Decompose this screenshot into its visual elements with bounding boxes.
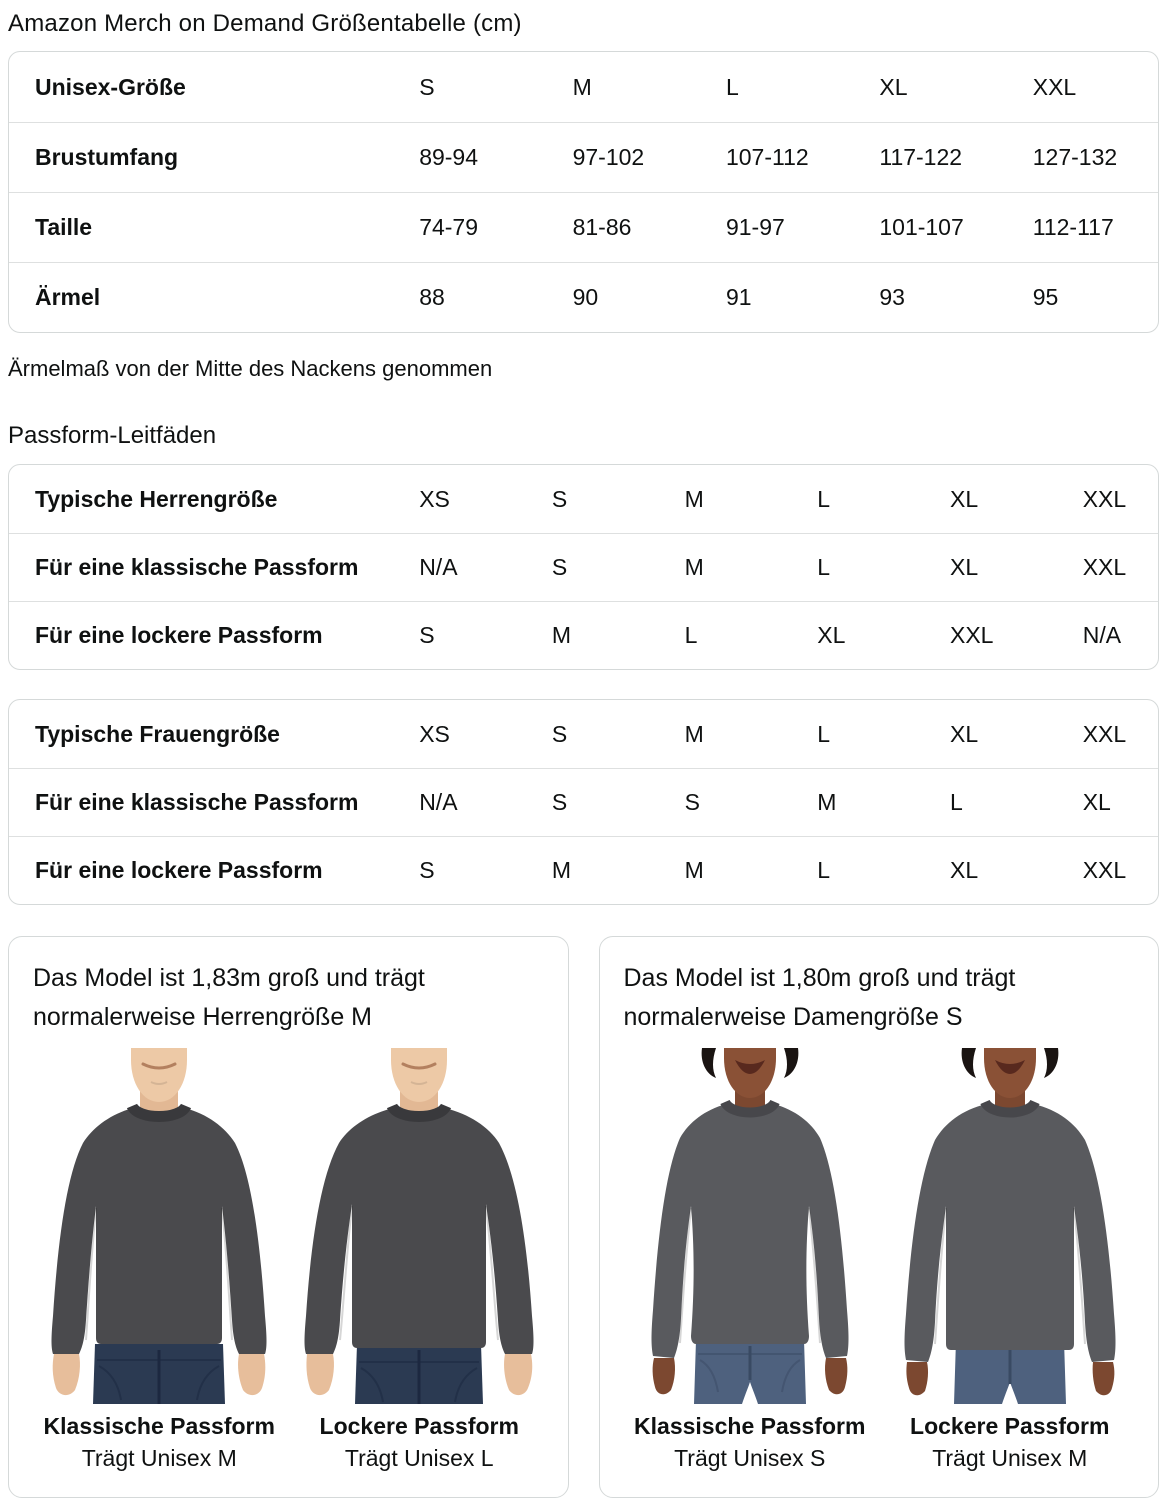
table-row xyxy=(9,533,1158,601)
size-value: M xyxy=(684,720,704,747)
row-label: Unisex-Größe xyxy=(35,73,186,100)
table-row xyxy=(9,700,1158,768)
model-photo-womens-classic-fit xyxy=(630,1048,870,1404)
size-value: M xyxy=(684,485,704,512)
row-label: Ärmel xyxy=(35,284,101,310)
sleeve-measure-footnote: Ärmelmaß von der Mitte des Nackens genommen xyxy=(8,356,493,381)
fit-guides-heading: Passform-Leitfäden xyxy=(8,422,217,449)
model-figure xyxy=(36,1048,282,1472)
table-row xyxy=(9,465,1158,533)
size-value: M xyxy=(684,857,704,883)
size-value: 74-79 xyxy=(419,214,479,240)
size-value: XL xyxy=(950,554,979,580)
size-value: 90 xyxy=(572,284,599,310)
size-value: XXL xyxy=(1082,857,1127,883)
model-figure xyxy=(296,1048,542,1472)
fit-type-label: Klassische Passform xyxy=(634,1413,866,1439)
fit-type-label: Klassische Passform xyxy=(43,1413,275,1439)
size-value: S xyxy=(551,485,568,512)
size-value: 93 xyxy=(879,284,905,310)
model-photo-mens-classic-fit xyxy=(39,1048,279,1404)
size-value: S xyxy=(419,622,435,648)
size-value: L xyxy=(817,720,831,747)
row-label: Brustumfang xyxy=(35,144,179,170)
size-value: 91-97 xyxy=(725,214,785,240)
size-value: M xyxy=(817,789,837,815)
row-label: Für eine klassische Passform xyxy=(35,789,359,815)
size-value: XL xyxy=(879,73,908,100)
size-value: N/A xyxy=(419,554,458,580)
mens-model-card xyxy=(8,936,569,1498)
model-figures xyxy=(624,1048,1137,1472)
model-photo-mens-loose-fit xyxy=(299,1048,539,1404)
table-row xyxy=(9,836,1158,904)
size-value: 81-86 xyxy=(572,214,632,240)
model-description: Das Model ist 1,80m groß und trägt normalerweise Damengröße S xyxy=(623,964,1016,1031)
size-value: 117-122 xyxy=(879,144,963,170)
size-value: 97-102 xyxy=(572,144,645,170)
size-value: L xyxy=(817,554,831,580)
size-value: 101-107 xyxy=(879,214,964,240)
table-row xyxy=(9,262,1158,332)
table-row xyxy=(9,52,1158,122)
size-value: 107-112 xyxy=(725,144,809,170)
size-value: 89-94 xyxy=(419,144,479,170)
table-row xyxy=(9,601,1158,669)
size-value: XXL xyxy=(1082,485,1127,512)
womens-fit-table xyxy=(8,699,1159,905)
size-value: M xyxy=(684,554,704,580)
size-value: L xyxy=(817,857,831,883)
worn-size-label: Trägt Unisex S xyxy=(674,1445,826,1471)
size-value: XXL xyxy=(1082,554,1127,580)
row-label: Typische Herrengröße xyxy=(35,485,278,512)
model-description: Das Model ist 1,83m groß und trägt normalerweise Herrengröße M xyxy=(33,964,425,1031)
model-cards xyxy=(8,936,1159,1498)
size-value: N/A xyxy=(419,789,458,815)
size-value: XS xyxy=(419,485,450,512)
size-value: S xyxy=(419,73,435,100)
size-value: XXL xyxy=(1032,73,1077,100)
size-value: XXL xyxy=(950,622,994,648)
row-label: Taille xyxy=(35,214,93,240)
worn-size-label: Trägt Unisex L xyxy=(344,1445,494,1471)
size-value: M xyxy=(551,622,572,648)
size-value: 88 xyxy=(419,284,445,310)
size-value: M xyxy=(572,73,592,100)
size-value: L xyxy=(950,789,963,815)
table-row xyxy=(9,192,1158,262)
size-value: M xyxy=(551,857,572,883)
size-value: L xyxy=(684,622,698,648)
size-value: XL xyxy=(817,622,846,648)
size-value: XXL xyxy=(1082,720,1127,747)
size-value: 95 xyxy=(1032,284,1059,310)
size-value: XL xyxy=(950,485,979,512)
size-value: XS xyxy=(419,720,450,747)
size-value: S xyxy=(419,857,435,883)
fit-type-label: Lockere Passform xyxy=(910,1413,1110,1439)
size-value: S xyxy=(551,789,568,815)
row-label: Für eine lockere Passform xyxy=(35,622,323,648)
mens-fit-table xyxy=(8,464,1159,670)
womens-model-card xyxy=(599,936,1160,1498)
size-value: XL xyxy=(950,720,979,747)
worn-size-label: Trägt Unisex M xyxy=(932,1445,1088,1471)
size-value: S xyxy=(551,554,568,580)
size-value: L xyxy=(725,73,739,100)
worn-size-label: Trägt Unisex M xyxy=(81,1445,237,1471)
model-figure xyxy=(627,1048,873,1472)
size-table xyxy=(8,51,1159,333)
row-label: Für eine klassische Passform xyxy=(35,554,359,580)
model-figure xyxy=(887,1048,1133,1472)
size-value: N/A xyxy=(1082,622,1122,648)
table-row xyxy=(9,122,1158,192)
size-value: L xyxy=(817,485,831,512)
size-value: 127-132 xyxy=(1032,144,1118,170)
size-value: XL xyxy=(1082,789,1111,815)
size-value: 91 xyxy=(725,284,752,310)
size-value: S xyxy=(551,720,568,747)
row-label: Für eine lockere Passform xyxy=(35,857,323,883)
size-value: XL xyxy=(950,857,979,883)
size-value: 112-117 xyxy=(1032,214,1114,240)
size-value: S xyxy=(684,789,700,815)
row-label: Typische Frauengröße xyxy=(35,720,280,747)
model-photo-womens-loose-fit xyxy=(890,1048,1130,1404)
table-row xyxy=(9,768,1158,836)
fit-type-label: Lockere Passform xyxy=(319,1413,519,1439)
page-title: Amazon Merch on Demand Größentabelle (cm) xyxy=(8,10,522,37)
model-figures xyxy=(33,1048,546,1472)
